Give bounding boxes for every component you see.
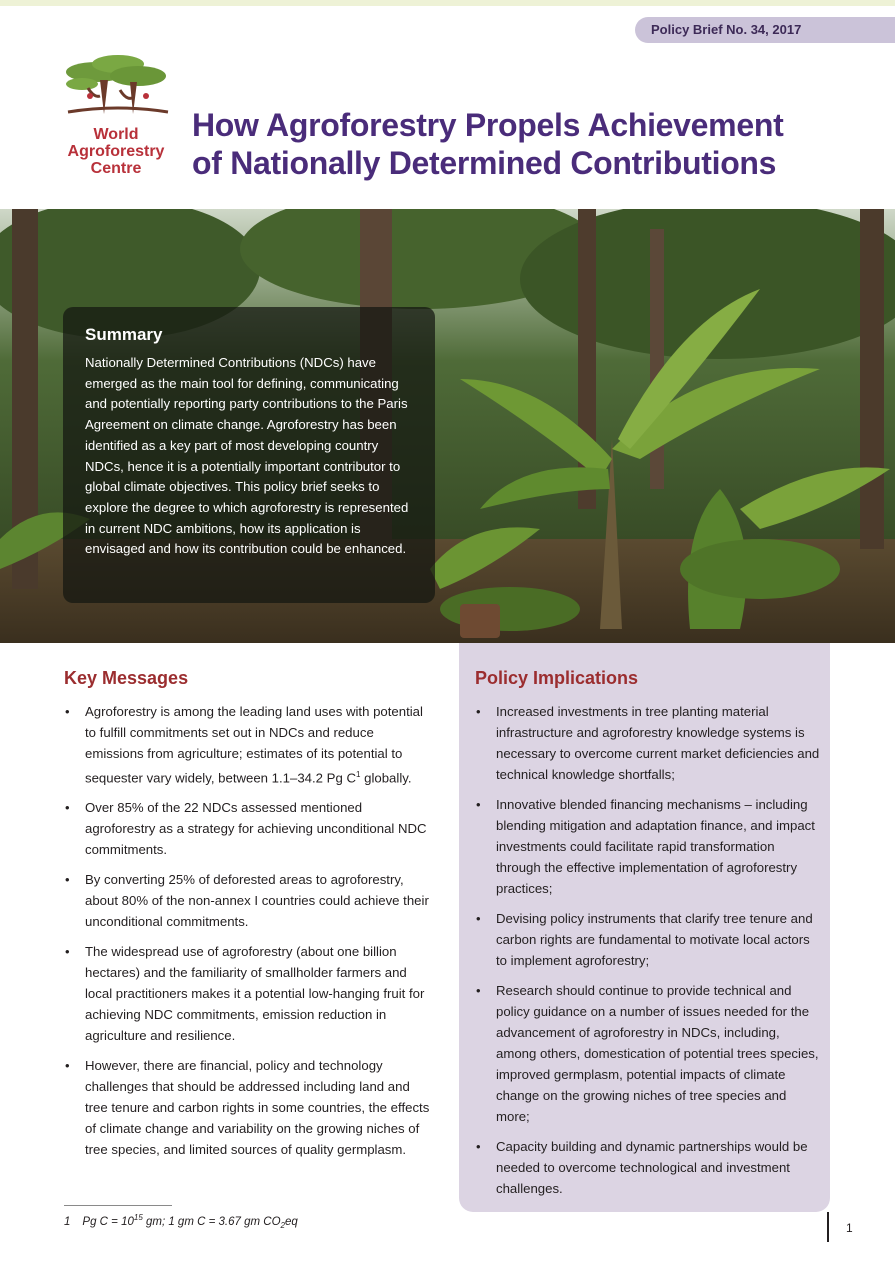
policy-implication-item: • Research should continue to provide technical and policy guidance on a number of issues needed for the advancement of agroforestry in NDCs, including, among others, domestication of potential trees species, improved germplasm, potential impacts of climate change on the growing niches of tree species and more; [475,980,820,1127]
key-message-text: Agroforestry is among the leading land uses with potential to fulfill commitments set out in NDCs and reduce emissions from agriculture; estimates of its potential to sequester vary widely, between 1.1–34.2 Pg C [85,704,423,786]
summary-text: Nationally Determined Contributions (NDCs) have emerged as the main tool for defining, communicating and potentially reporting party contributions to the Paris Agreement on climate change. Agroforestry has been identified as a key part of most developing country NDCs, hence it is a potentially important contributor to global climate objectives. This policy brief seeks to explore the degree to which agroforestry is represented in current NDC ambitions, how its application is envisaged and how its contribution could be enhanced. [85,355,409,557]
key-message-item: • The widespread use of agroforestry (about one billion hectares) and the familiarity of smallholder farmers and local practitioners makes it a potential low-hanging fruit for achieving NDC commitments, emission reduction in agriculture and resilience. [64,941,434,1046]
key-message-item: • However, there are financial, policy and technology challenges that should be addressed including land and tree tenure and carbon rights in some countries, the effects of climate change and variability on the growing niches of tree species, and limited sources of quality germplasm. [64,1055,434,1160]
policy-implication-item: • Innovative blended financing mechanisms – including blending mitigation and adaptation finance, and impact investments could facilitate rapid transformation through the effective implementation of agroforestry practices; [475,794,820,899]
footnote-divider [64,1205,172,1206]
page-number-bar [827,1212,829,1242]
page-title [192,106,872,182]
key-messages-list [64,701,434,1160]
world-agroforestry-logo [60,52,175,177]
summary-box [63,307,435,603]
policy-implication-item: • Increased investments in tree planting material infrastructure and agroforestry knowledge systems is necessary to overcome current market deficiencies and technical knowledge shortfalls; [475,701,820,785]
policy-implications-heading: Policy Implications [475,668,639,688]
key-message-item: • Over 85% of the 22 NDCs assessed mentioned agroforestry as a strategy for achieving unconditional NDC commitments. [64,797,434,860]
title-line-1: How Agroforestry Propels Achievement [192,107,784,143]
footnote-text-a: Pg C = 10 [82,1215,134,1228]
summary-heading: Summary [85,325,163,344]
policy-implications-section [475,668,820,1208]
policy-brief-number: Policy Brief No. 34, 2017 [635,17,895,43]
key-messages-heading: Key Messages [64,668,189,688]
footnote-subscript: 2 [280,1221,285,1231]
key-message-item [64,701,434,788]
logo-line-agroforestry: Agroforestry [67,143,165,160]
key-messages-section [64,668,434,1169]
page-number: 1 [846,1221,853,1235]
tree-icon [60,52,175,127]
policy-implications-list [475,701,820,1199]
footnote-text-b: gm; 1 gm C = 3.67 gm CO [142,1215,281,1228]
logo-line-world: World [93,126,139,143]
key-message-text-tail: globally. [360,770,412,786]
top-rule [0,0,895,6]
footnote-number: 1 [64,1215,71,1228]
footnote-text-c: eq [284,1215,298,1228]
policy-implication-item: • Devising policy instruments that clarify tree tenure and carbon rights are fundamental to motivate local actors to implement agroforestry; [475,908,820,971]
logo-wordmark [60,126,172,177]
footnote-exponent: 15 [133,1213,143,1222]
key-message-item: • By converting 25% of deforested areas to agroforestry, about 80% of the non-annex I countries could achieve their unconditional commitments. [64,869,434,932]
title-line-2: of Nationally Determined Contributions [192,145,777,181]
policy-implication-item: • Capacity building and dynamic partnerships would be needed to overcome technological and investment challenges. [475,1136,820,1199]
footnote-ref: 1 [356,770,361,779]
logo-line-centre: Centre [90,160,142,177]
footnote [64,1213,298,1230]
